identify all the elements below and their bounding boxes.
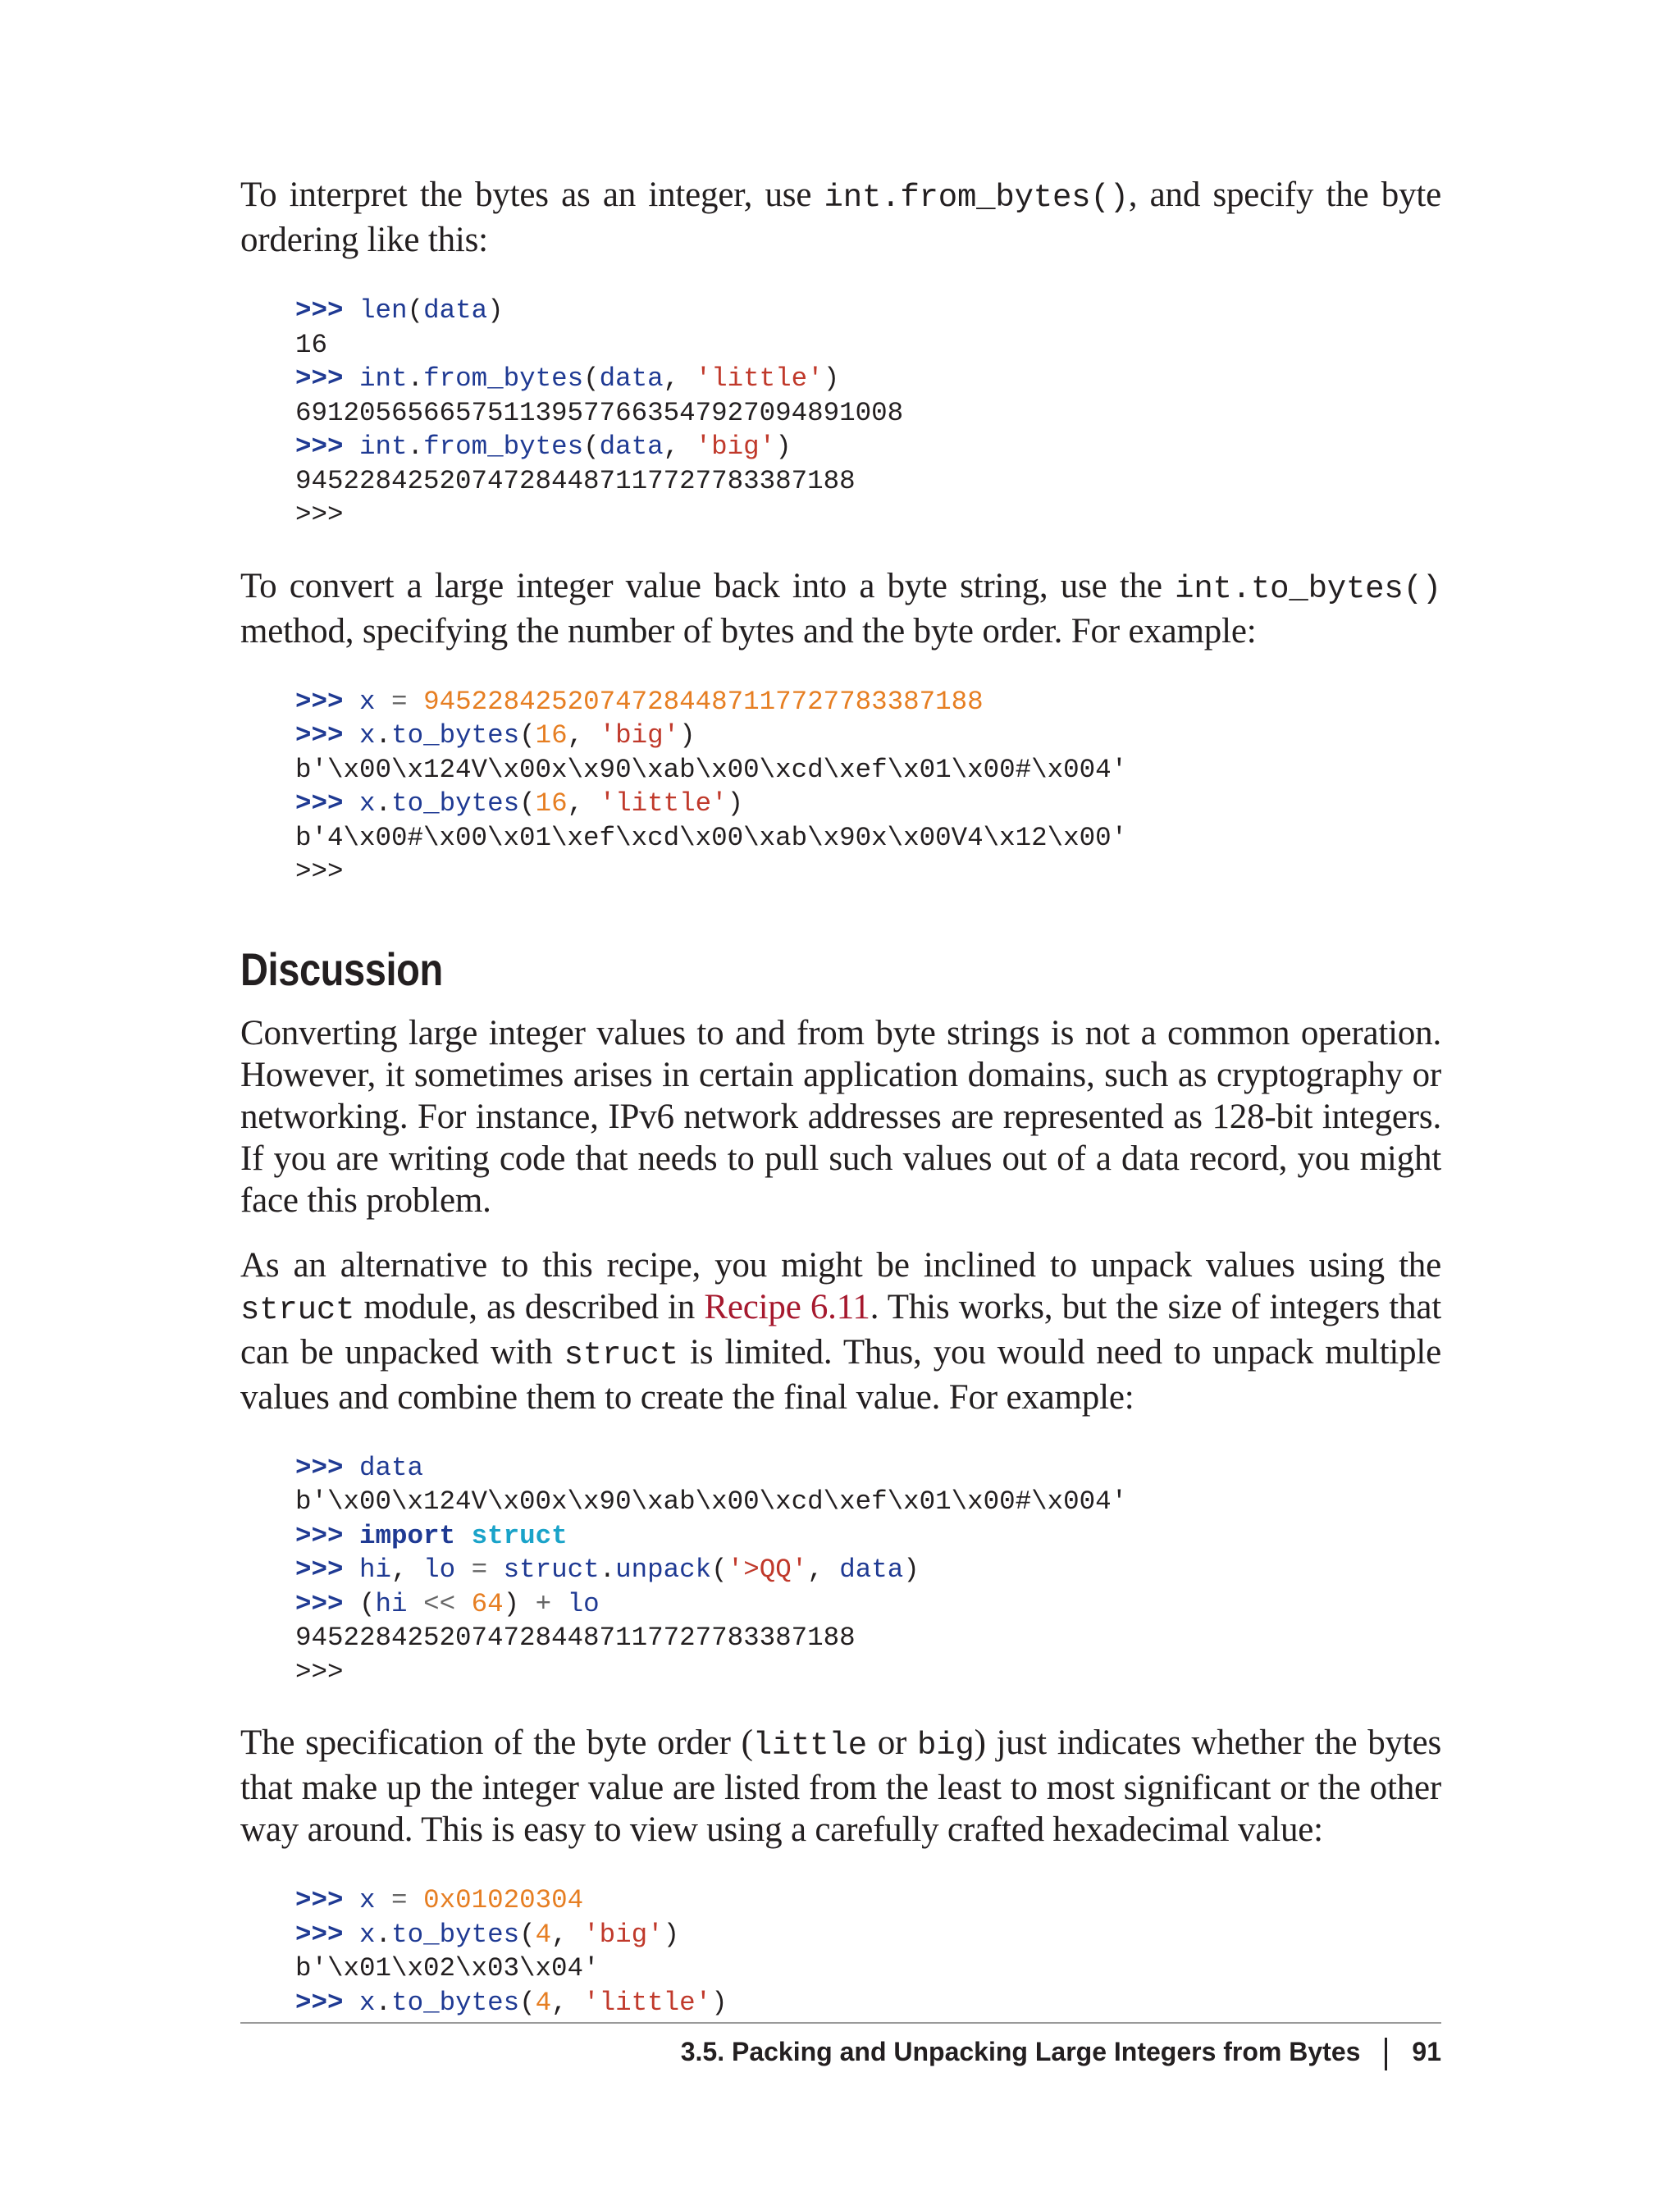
code-token: << [407,1588,472,1619]
prompt: >>> [295,1520,344,1551]
code-token: x [359,1919,376,1950]
code-token: . [599,1554,616,1585]
code-token: to_bytes [391,720,520,751]
paragraph-text: is limited. Thus, you would need to unpack multiple values and combine them to create the final value. For example: [240,1332,1441,1417]
code-token: len [359,295,408,326]
prompt: >>> [295,788,344,819]
code-token: x [359,1885,376,1915]
code-token: hi [375,1588,408,1619]
code-token: . [407,363,424,394]
page-number: 91 [1412,2037,1441,2066]
code-output: b'4\x00#\x00\x01\xef\xcd\x00\xab\x90x\x00V4\x12\x00' [295,822,1128,853]
code-token: hi [359,1554,392,1585]
code-number: 4 [535,1919,552,1950]
code-token: , [663,431,696,462]
section-heading: Discussion [240,943,443,995]
prompt-output: >>> [295,1656,344,1687]
code-token: int [359,431,408,462]
footer-separator [1385,2038,1387,2070]
prompt: >>> [295,686,344,717]
code-token: from_bytes [423,363,584,394]
prompt-output: >>> [295,500,344,530]
paragraph-to-bytes [240,565,1441,652]
footer-rule [240,2022,1441,2024]
paragraph-text: or [866,1723,917,1762]
code-string: 'little' [695,363,824,394]
code-token: ) [663,1919,680,1950]
code-block-hex [295,1883,1441,2020]
code-token: ( [711,1554,728,1585]
paragraph-text: As an alternative to this recipe, you might be inclined to unpack values using the [240,1245,1441,1285]
code-token: data [599,363,664,394]
code-module: struct [471,1520,568,1551]
code-token: x [359,788,376,819]
code-token: ) [711,1987,728,2018]
code-token: ( [519,720,536,751]
code-string: 'little' [583,1987,712,2018]
code-token: from_bytes [423,431,584,462]
paragraph-text: module, as described in [354,1287,705,1326]
code-number: 0x01020304 [423,1885,584,1915]
prompt: >>> [295,363,344,394]
code-token: , [391,1554,424,1585]
code-token: , [567,720,600,751]
code-token: data [839,1554,904,1585]
code-token: ) [503,1588,520,1619]
code-token: x [359,1987,376,2018]
page-content [240,174,1441,2052]
code-number: 16 [535,720,568,751]
code-token: ) [487,295,504,326]
code-token: lo [567,1588,600,1619]
code-token: . [375,788,392,819]
paragraph-from-bytes [240,174,1441,261]
code-output: b'\x01\x02\x03\x04' [295,1953,600,1984]
code-string: 'little' [599,788,728,819]
inline-code: int.from_bytes() [824,180,1129,216]
paragraph-text: , and specify the byte ordering like this: [240,176,1442,259]
code-token: , [551,1919,584,1950]
code-token: data [599,431,664,462]
code-token: , [567,788,600,819]
code-token: data [423,295,488,326]
paragraph-byte-order [240,1722,1441,1851]
code-token: ) [823,363,840,394]
code-token: ) [679,720,696,751]
prompt: >>> [295,720,344,751]
code-token: ( [519,788,536,819]
code-number: 16 [535,788,568,819]
code-token: ( [583,363,600,394]
paragraph-text: To interpret the bytes as an integer, use [240,176,824,214]
paragraph-discussion: Converting large integer values to and from byte strings is not a common operation. However, it sometimes arises in certain application domains, such as cryptography or networking. For instance, IPv6 network addresses are represented as 128-bit integers. If you are writing code that needs to pull such values out of a data record, you might face this problem. [240,1013,1441,1220]
code-output: 69120565665751139577663547927094891008 [295,397,904,428]
paragraph-text: . This works, but the size of integers that can be unpacked with [240,1287,1441,1372]
code-token: x [359,720,376,751]
code-token: ) [727,788,744,819]
code-number: 64 [471,1588,504,1619]
code-token: , [663,363,696,394]
code-string: '>QQ' [727,1554,808,1585]
code-block-from-bytes [295,294,1441,532]
code-output: 16 [295,329,328,360]
page-footer [681,2031,1441,2072]
prompt: >>> [295,1452,344,1483]
code-token: = [375,686,424,717]
inline-code: struct [564,1336,678,1373]
code-number: 4 [535,1987,552,2018]
code-token: unpack [615,1554,712,1585]
code-token: to_bytes [391,788,520,819]
code-number: 94522842520747284487117727783387188 [423,686,984,717]
code-token: . [407,431,424,462]
code-token: . [375,1919,392,1950]
code-token: = [455,1554,504,1585]
paragraph-text: ) just indicates whether the bytes that make up the integer value are listed from the least to most significant or the other way around. This is easy to view using a carefully crafted hexadecimal value: [240,1723,1441,1849]
code-string: 'big' [583,1919,664,1950]
code-block-to-bytes [295,685,1441,889]
code-output: b'\x00\x124V\x00x\x90\xab\x00\xcd\xef\x01\x00#\x004' [295,754,1128,785]
running-title: 3.5. Packing and Unpacking Large Integers from Bytes [680,2037,1361,2066]
inline-code: big [916,1728,975,1764]
code-string: 'big' [599,720,680,751]
code-token: , [551,1987,584,2018]
paragraph-text: method, specifying the number of bytes and the byte order. For example: [240,611,1257,651]
code-output: 94522842520747284487117727783387188 [295,1623,856,1653]
prompt: >>> [295,1885,344,1915]
recipe-link[interactable]: Recipe 6.11 [704,1287,870,1326]
code-token: ( [359,1588,376,1619]
prompt: >>> [295,1554,344,1585]
code-token: , [807,1554,840,1585]
code-token: . [375,1987,392,2018]
prompt: >>> [295,431,344,462]
code-token: to_bytes [391,1919,520,1950]
code-token: ) [775,431,792,462]
code-output: 94522842520747284487117727783387188 [295,465,856,496]
code-token: lo [423,1554,456,1585]
code-token: data [359,1452,424,1483]
code-token: = [375,1885,424,1915]
code-token: ) [903,1554,920,1585]
code-token: . [375,720,392,751]
code-block-struct [295,1451,1441,1690]
prompt: >>> [295,295,344,326]
code-token: struct [503,1554,600,1585]
inline-code: int.to_bytes() [1175,570,1441,607]
code-token: x [359,686,376,717]
paragraph-text: To convert a large integer value back into a byte string, use the [240,566,1176,605]
code-token: ( [519,1919,536,1950]
inline-code: struct [240,1291,355,1328]
code-string: 'big' [695,431,776,462]
code-token: ( [519,1987,536,2018]
prompt: >>> [295,1987,344,2018]
code-output: b'\x00\x124V\x00x\x90\xab\x00\xcd\xef\x01\x00#\x004' [295,1486,1128,1517]
paragraph-text: The specification of the byte order ( [240,1723,753,1762]
code-token: int [359,363,408,394]
prompt: >>> [295,1588,344,1619]
code-token: ( [583,431,600,462]
prompt: >>> [295,1919,344,1950]
code-token: to_bytes [391,1987,520,2018]
code-keyword: import [359,1520,456,1551]
paragraph-struct [240,1244,1441,1418]
prompt-output: >>> [295,856,344,887]
code-token: + [519,1588,568,1619]
code-token: ( [407,295,424,326]
inline-code: little [752,1728,867,1764]
